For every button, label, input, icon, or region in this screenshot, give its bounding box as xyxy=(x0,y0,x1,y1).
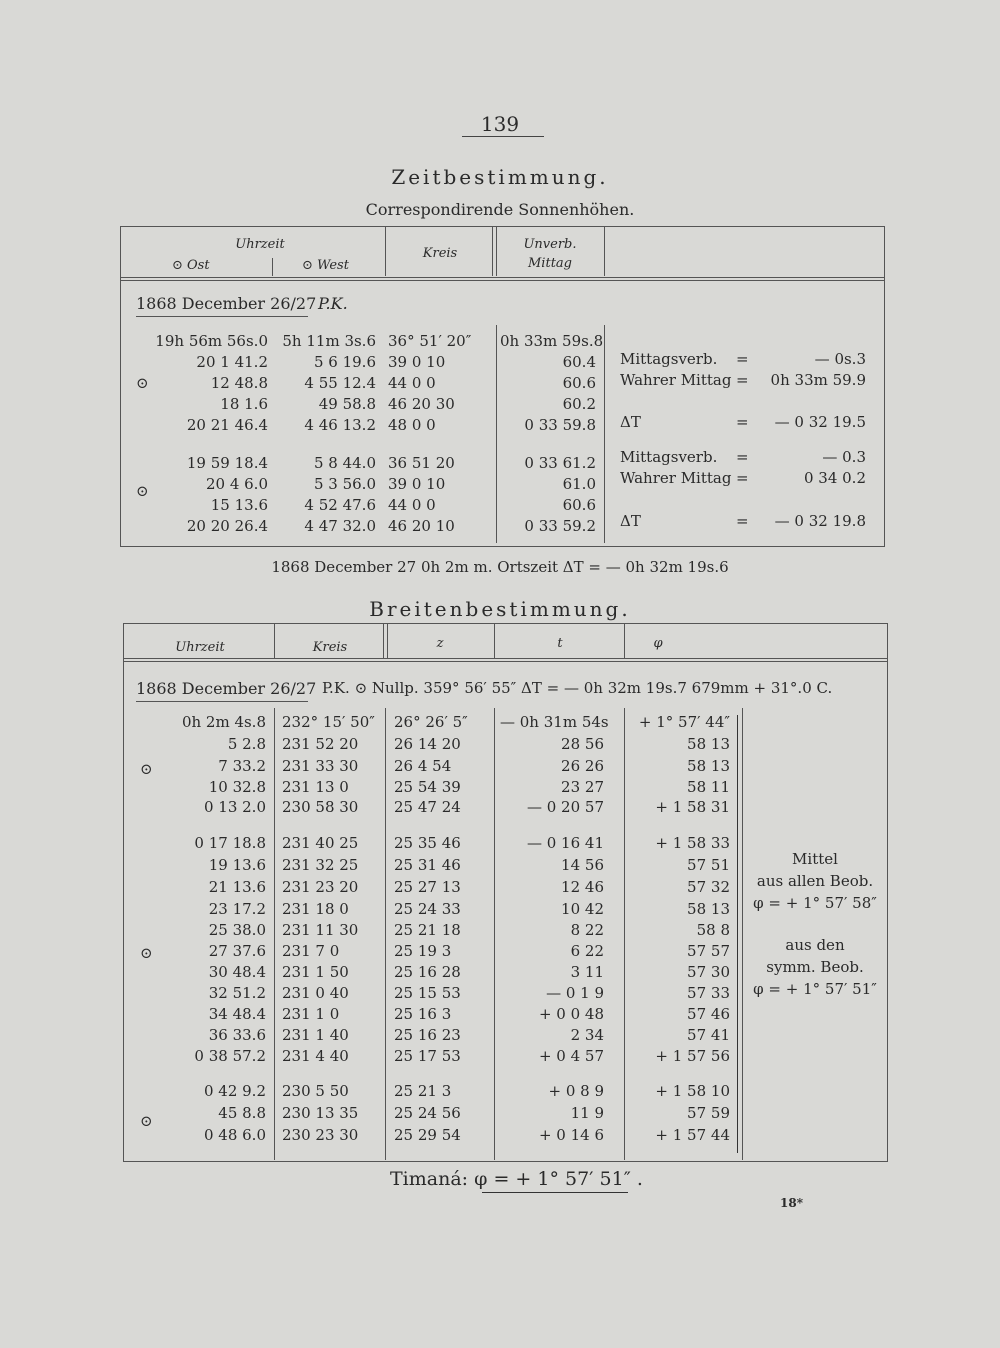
s1-result-equals: = xyxy=(736,350,749,368)
s2-cell: + 0 4 57 xyxy=(538,1047,604,1065)
s2-cell: 2 34 xyxy=(570,1026,604,1044)
s2-cell: 58 13 xyxy=(687,735,730,753)
section1-date-underline xyxy=(136,316,308,317)
s2-cell: 45 8.8 xyxy=(218,1104,266,1122)
s1-vline-2 xyxy=(492,226,493,276)
s1-cell: 48 0 0 xyxy=(388,416,436,434)
s1-result-equals: = xyxy=(736,469,749,487)
s2-cell: 57 32 xyxy=(687,878,730,896)
s2-cell: 231 52 20 xyxy=(282,735,359,753)
s2-cell: 11 9 xyxy=(570,1104,604,1122)
s2-cell: 25 17 53 xyxy=(394,1047,461,1065)
s1-cell: 60.6 xyxy=(562,496,596,514)
s1-result-label: Mittagsverb. xyxy=(620,448,718,466)
s2-cell: 25 54 39 xyxy=(394,778,461,796)
s1-result-value: — 0 32 19.8 xyxy=(774,512,866,530)
s2-cell: 25 27 13 xyxy=(394,878,461,896)
section1-header-rule xyxy=(120,277,884,278)
mittel-brace xyxy=(737,715,738,1153)
s2-cell: 57 57 xyxy=(687,942,730,960)
s1-vline-unverb xyxy=(496,325,497,543)
s2-cell: 28 56 xyxy=(561,735,604,753)
s2-header-uhrzeit: Uhrzeit xyxy=(175,640,225,655)
s2-cell: 25 24 33 xyxy=(394,900,461,918)
sun-symbol-2: ⊙ xyxy=(136,482,149,500)
s2-vline-3 xyxy=(494,623,495,659)
s2-cell: 231 13 0 xyxy=(282,778,349,796)
s2-cell: 231 32 25 xyxy=(282,856,359,874)
s1-vline-results xyxy=(604,325,605,543)
s2-cell: 58 13 xyxy=(687,900,730,918)
s2-cell: 0 42 9.2 xyxy=(203,1082,266,1100)
section1-pk: P.K. xyxy=(318,294,348,313)
s1-cell: 20 4 6.0 xyxy=(205,475,268,493)
s2-cell: 25 24 56 xyxy=(394,1104,461,1122)
s1-result-label: ΔT xyxy=(620,413,641,431)
mittel-line: Mittel xyxy=(792,850,838,868)
s2-cell: 14 56 xyxy=(561,856,604,874)
s2-cell: 231 23 20 xyxy=(282,878,359,896)
section2-title: Breitenbestimmung. xyxy=(369,597,631,621)
s1-cell: 36° 51′ 20″ xyxy=(388,332,472,350)
s2-cell: 58 11 xyxy=(687,778,730,796)
mittel-line: symm. Beob. xyxy=(766,958,864,976)
s1-vline-3 xyxy=(604,226,605,276)
s2-cell: 10 32.8 xyxy=(208,778,266,796)
s1-cell: 18 1.6 xyxy=(220,395,268,413)
s2-header-t: t xyxy=(557,636,563,651)
s2-cell: 26 14 20 xyxy=(394,735,461,753)
header-ost: ⊙ Ost xyxy=(172,258,210,273)
s1-cell: 61.0 xyxy=(562,475,596,493)
s2-cell: — 0 16 41 xyxy=(526,834,604,852)
s2-cell: 25 16 3 xyxy=(394,1005,452,1023)
s2-cell: 57 59 xyxy=(687,1104,730,1122)
s2-vline-kreis xyxy=(274,708,275,1160)
s1-cell: 4 52 47.6 xyxy=(304,496,376,514)
s2-cell: 6 22 xyxy=(570,942,604,960)
s1-cell: 39 0 10 xyxy=(388,475,446,493)
s2-cell: + 0 14 6 xyxy=(538,1126,604,1144)
s1-cell: 44 0 0 xyxy=(388,496,436,514)
s2-vline-z xyxy=(385,708,386,1160)
s1-cell: 5h 11m 3s.6 xyxy=(282,332,376,350)
s1-cell: 20 20 26.4 xyxy=(186,517,268,535)
s1-cell: 5 8 44.0 xyxy=(313,454,376,472)
s1-vline-2b xyxy=(496,226,497,276)
s2-vline-1 xyxy=(274,623,275,659)
section1-summary: 1868 December 27 0h 2m m. Ortszeit ΔT = — 0h 32m 19s.6 xyxy=(271,558,729,576)
sun-symbol-3: ⊙ xyxy=(140,760,153,778)
s2-cell: + 1 58 10 xyxy=(655,1082,730,1100)
s2-cell: — 0h 31m 54s xyxy=(500,713,609,731)
s1-vline-1 xyxy=(385,226,386,276)
section1-subtitle: Correspondirende Sonnenhöhen. xyxy=(365,200,635,219)
sun-symbol-5: ⊙ xyxy=(140,1112,153,1130)
section2-date: 1868 December 26/27 xyxy=(136,679,317,698)
section2-header-rule xyxy=(123,658,887,659)
s2-cell: 57 30 xyxy=(687,963,730,981)
s2-cell: 25 31 46 xyxy=(394,856,461,874)
s1-result-value: — 0s.3 xyxy=(814,350,866,368)
s2-cell: 232° 15′ 50″ xyxy=(282,713,375,731)
s1-result-value: 0h 33m 59.9 xyxy=(770,371,866,389)
s1-cell: 15 13.6 xyxy=(210,496,268,514)
s2-cell: 5 2.8 xyxy=(227,735,266,753)
s2-header-phi: φ xyxy=(653,636,663,651)
s2-cell: 25 21 3 xyxy=(394,1082,452,1100)
s2-cell: 231 1 50 xyxy=(282,963,349,981)
mittel-line: φ = + 1° 57′ 51″ xyxy=(753,980,877,998)
header-uhrzeit: Uhrzeit xyxy=(235,237,285,252)
s1-result-label: Mittagsverb. xyxy=(620,350,718,368)
s2-cell: 12 46 xyxy=(561,878,604,896)
s2-cell: 10 42 xyxy=(561,900,604,918)
s2-cell: 25 16 23 xyxy=(394,1026,461,1044)
s2-cell: 57 51 xyxy=(687,856,730,874)
s1-cell: 36 51 20 xyxy=(388,454,455,472)
mittel-line: aus den xyxy=(785,936,845,954)
s1-cell: 0 33 59.8 xyxy=(524,416,596,434)
header-kreis: Kreis xyxy=(422,246,458,261)
s2-cell: 25 19 3 xyxy=(394,942,452,960)
s2-cell: 231 1 40 xyxy=(282,1026,349,1044)
signature-mark: 18* xyxy=(780,1196,803,1210)
section2-header-rule-2 xyxy=(123,661,887,662)
s1-cell: 60.6 xyxy=(562,374,596,392)
s2-cell: 57 46 xyxy=(687,1005,730,1023)
s2-cell: 36 33.6 xyxy=(208,1026,266,1044)
s2-cell: 30 48.4 xyxy=(208,963,266,981)
s2-cell: 231 11 30 xyxy=(282,921,359,939)
s2-cell: 0 13 2.0 xyxy=(203,798,266,816)
s2-cell: 26 4 54 xyxy=(394,757,452,775)
s2-cell: 26 26 xyxy=(561,757,604,775)
s2-cell: + 1° 57′ 44″ xyxy=(638,713,730,731)
section1-header-rule-2 xyxy=(120,280,884,281)
s1-cell: 19h 56m 56s.0 xyxy=(155,332,268,350)
s2-cell: 3 11 xyxy=(570,963,604,981)
s2-cell: 0 17 18.8 xyxy=(194,834,266,852)
s2-cell: 230 58 30 xyxy=(282,798,359,816)
s2-cell: 58 13 xyxy=(687,757,730,775)
s2-cell: 7 33.2 xyxy=(218,757,266,775)
mittel-line: φ = + 1° 57′ 58″ xyxy=(753,894,877,912)
s2-cell: 25 16 28 xyxy=(394,963,461,981)
s1-cell: 46 20 30 xyxy=(388,395,455,413)
s1-cell: 19 59 18.4 xyxy=(186,454,268,472)
s1-cell: 20 1 41.2 xyxy=(196,353,268,371)
s2-header-kreis: Kreis xyxy=(312,640,348,655)
s1-cell: 12 48.8 xyxy=(210,374,268,392)
s1-cell: 4 46 13.2 xyxy=(304,416,376,434)
s1-cell: 5 3 56.0 xyxy=(313,475,376,493)
s2-cell: 0 48 6.0 xyxy=(203,1126,266,1144)
s1-cell: 39 0 10 xyxy=(388,353,446,371)
s2-cell: 32 51.2 xyxy=(208,984,266,1002)
s2-cell: 0 38 57.2 xyxy=(194,1047,266,1065)
s1-result-equals: = xyxy=(736,448,749,466)
s2-vline-t xyxy=(494,708,495,1160)
s2-vline-phi xyxy=(624,708,625,1160)
s2-cell: 230 23 30 xyxy=(282,1126,359,1144)
final-underline xyxy=(482,1192,628,1193)
s2-cell: 8 22 xyxy=(570,921,604,939)
s2-vline-mittel xyxy=(742,708,743,1160)
s2-cell: 57 41 xyxy=(687,1026,730,1044)
final-result: Timaná: φ = + 1° 57′ 51″ . xyxy=(390,1168,643,1190)
s2-cell: 25 35 46 xyxy=(394,834,461,852)
s1-cell: 46 20 10 xyxy=(388,517,455,535)
s1-result-value: — 0.3 xyxy=(822,448,866,466)
s2-cell: 231 4 40 xyxy=(282,1047,349,1065)
s2-cell: 27 37.6 xyxy=(208,942,266,960)
s2-cell: 231 1 0 xyxy=(282,1005,340,1023)
s2-cell: 25 47 24 xyxy=(394,798,461,816)
s2-cell: 230 5 50 xyxy=(282,1082,349,1100)
s2-vline-4 xyxy=(624,623,625,659)
section1-date: 1868 December 26/27 xyxy=(136,294,317,313)
s1-result-label: ΔT xyxy=(620,512,641,530)
sun-symbol-4: ⊙ xyxy=(140,944,153,962)
page-number: 139 xyxy=(480,112,520,136)
section2-date-underline xyxy=(136,701,308,702)
page-number-rule xyxy=(462,136,544,137)
s2-cell: + 1 58 33 xyxy=(655,834,730,852)
s1-cell: 4 47 32.0 xyxy=(304,517,376,535)
s2-cell: 230 13 35 xyxy=(282,1104,359,1122)
s1-cell: 44 0 0 xyxy=(388,374,436,392)
s1-result-equals: = xyxy=(736,512,749,530)
s2-cell: 0h 2m 4s.8 xyxy=(181,713,266,731)
s1-cell: 4 55 12.4 xyxy=(304,374,376,392)
mittel-line: aus allen Beob. xyxy=(756,872,874,890)
s2-cell: + 0 8 9 xyxy=(548,1082,604,1100)
s2-cell: 25 29 54 xyxy=(394,1126,461,1144)
s2-header-z: z xyxy=(436,636,444,651)
sun-symbol-1: ⊙ xyxy=(136,374,149,392)
s2-cell: + 1 57 56 xyxy=(655,1047,730,1065)
s2-cell: 231 18 0 xyxy=(282,900,349,918)
header-mittag: Mittag xyxy=(528,256,572,271)
s2-cell: 58 8 xyxy=(696,921,730,939)
s1-vline-ost xyxy=(272,258,273,276)
s2-cell: 25 38.0 xyxy=(208,921,266,939)
s2-cell: 25 15 53 xyxy=(394,984,461,1002)
s2-cell: 231 40 25 xyxy=(282,834,359,852)
header-west: ⊙ West xyxy=(302,258,349,273)
s2-cell: — 0 20 57 xyxy=(526,798,604,816)
s2-cell: 23 17.2 xyxy=(208,900,266,918)
s2-cell: 21 13.6 xyxy=(208,878,266,896)
header-unverb: Unverb. xyxy=(523,237,577,252)
section2-info: P.K. ⊙ Nullp. 359° 56′ 55″ ΔT = — 0h 32m 19s.7 679mm + 31°.0 C. xyxy=(322,679,833,697)
s2-cell: 231 7 0 xyxy=(282,942,340,960)
s2-cell: + 0 0 48 xyxy=(538,1005,604,1023)
s2-cell: + 1 57 44 xyxy=(655,1126,730,1144)
s2-cell: 19 13.6 xyxy=(208,856,266,874)
s2-cell: — 0 1 9 xyxy=(546,984,604,1002)
s1-cell: 0 33 61.2 xyxy=(524,454,596,472)
s1-result-label: Wahrer Mittag xyxy=(620,371,732,389)
s2-cell: 26° 26′ 5″ xyxy=(394,713,468,731)
s1-cell: 20 21 46.4 xyxy=(186,416,268,434)
s1-result-equals: = xyxy=(736,413,749,431)
s1-cell: 0 33 59.2 xyxy=(524,517,596,535)
s1-cell: 60.2 xyxy=(562,395,596,413)
s1-result-value: — 0 32 19.5 xyxy=(774,413,866,431)
s2-vline-2b xyxy=(387,623,388,659)
s1-result-label: Wahrer Mittag xyxy=(620,469,732,487)
s1-cell: 0h 33m 59s.8 xyxy=(500,332,604,350)
s2-cell: 34 48.4 xyxy=(208,1005,266,1023)
s2-cell: + 1 58 31 xyxy=(655,798,730,816)
s2-cell: 23 27 xyxy=(561,778,604,796)
s2-vline-2 xyxy=(383,623,384,659)
s2-cell: 57 33 xyxy=(687,984,730,1002)
s1-result-equals: = xyxy=(736,371,749,389)
s1-result-value: 0 34 0.2 xyxy=(803,469,866,487)
s1-cell: 5 6 19.6 xyxy=(313,353,376,371)
s2-cell: 25 21 18 xyxy=(394,921,461,939)
s2-cell: 231 33 30 xyxy=(282,757,359,775)
section1-title: Zeitbestimmung. xyxy=(391,165,609,189)
s1-cell: 60.4 xyxy=(562,353,596,371)
s2-cell: 231 0 40 xyxy=(282,984,349,1002)
s1-cell: 49 58.8 xyxy=(318,395,376,413)
